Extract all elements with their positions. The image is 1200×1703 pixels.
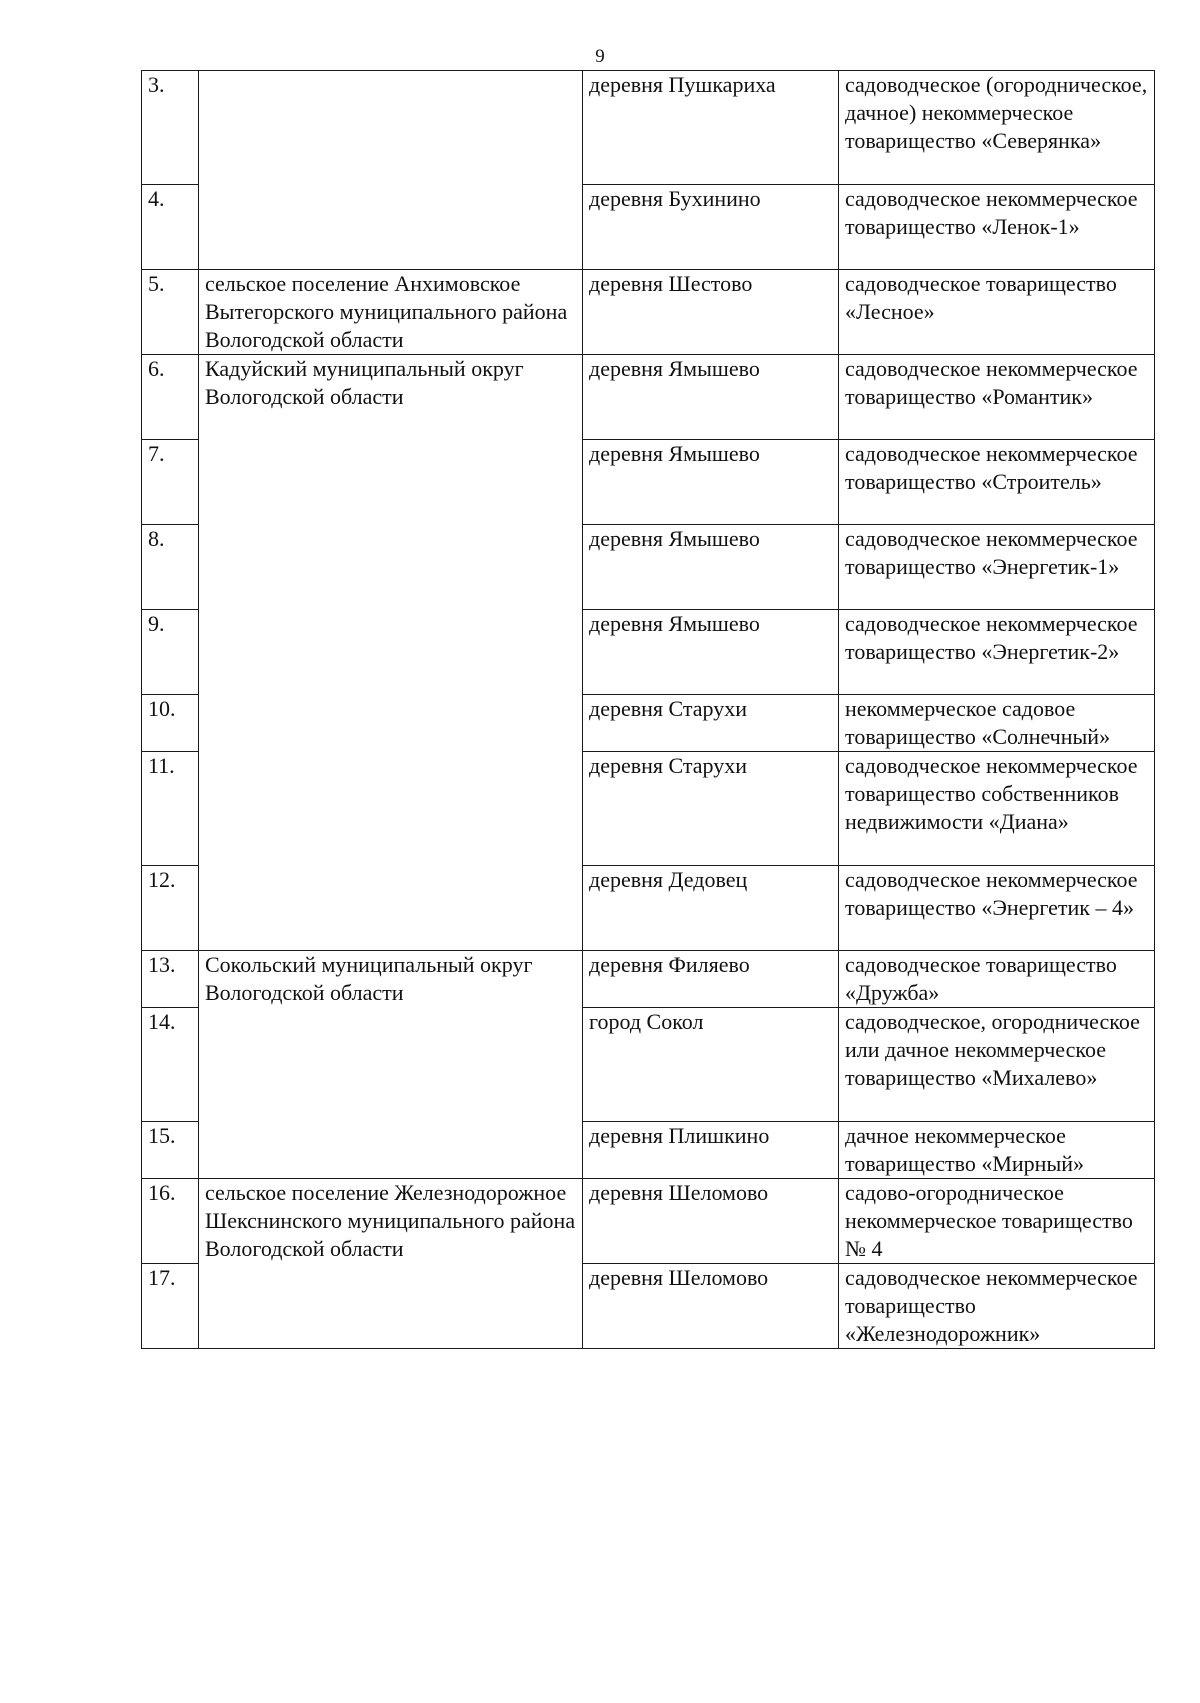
row-number: 14.: [142, 1008, 199, 1122]
settlement-cell: деревня Шестово: [583, 270, 839, 355]
row-number: 12.: [142, 866, 199, 951]
row-number: 5.: [142, 270, 199, 355]
row-number: 6.: [142, 355, 199, 440]
table-row: [142, 1179, 1155, 1264]
partnership-cell: садоводческое некоммерческое товарищество «Энергетик – 4»: [839, 866, 1155, 951]
municipality-cell: [199, 71, 583, 270]
table-row: [142, 270, 1155, 355]
settlement-cell: деревня Ямышево: [583, 525, 839, 610]
partnership-cell: садоводческое товарищество «Дружба»: [839, 951, 1155, 1008]
settlement-cell: деревня Пушкариха: [583, 71, 839, 185]
municipality-cell: сельское поселение Железнодорожное Шекснинского муниципального района Вологодской области: [199, 1179, 583, 1349]
partnership-cell: садово-огородническое некоммерческое товарищество № 4: [839, 1179, 1155, 1264]
row-number: 9.: [142, 610, 199, 695]
row-number: 10.: [142, 695, 199, 752]
registry-table: [141, 70, 1155, 1349]
settlement-cell: деревня Ямышево: [583, 440, 839, 525]
partnership-cell: садоводческое товарищество «Лесное»: [839, 270, 1155, 355]
municipality-cell: Кадуйский муниципальный округ Вологодской области: [199, 355, 583, 951]
table-row: [142, 355, 1155, 440]
partnership-cell: садоводческое некоммерческое товарищество «Энергетик-1»: [839, 525, 1155, 610]
settlement-cell: деревня Ямышево: [583, 355, 839, 440]
municipality-cell: сельское поселение Анхимовское Вытегорского муниципального района Вологодской области: [199, 270, 583, 355]
municipality-cell: Сокольский муниципальный округ Вологодской области: [199, 951, 583, 1179]
row-number: 15.: [142, 1122, 199, 1179]
partnership-cell: садоводческое некоммерческое товарищество собственников недвижимости «Диана»: [839, 752, 1155, 866]
row-number: 17.: [142, 1264, 199, 1349]
partnership-cell: садоводческое некоммерческое товарищество «Строитель»: [839, 440, 1155, 525]
partnership-cell: садоводческое некоммерческое товарищество «Железнодорожник»: [839, 1264, 1155, 1349]
row-number: 16.: [142, 1179, 199, 1264]
row-number: 8.: [142, 525, 199, 610]
row-number: 11.: [142, 752, 199, 866]
settlement-cell: деревня Ямышево: [583, 610, 839, 695]
settlement-cell: деревня Плишкино: [583, 1122, 839, 1179]
partnership-cell: садоводческое некоммерческое товарищество «Романтик»: [839, 355, 1155, 440]
settlement-cell: деревня Шеломово: [583, 1179, 839, 1264]
row-number: 7.: [142, 440, 199, 525]
partnership-cell: дачное некоммерческое товарищество «Мирный»: [839, 1122, 1155, 1179]
settlement-cell: деревня Бухинино: [583, 185, 839, 270]
partnership-cell: садоводческое, огородническое или дачное некоммерческое товарищество «Михалево»: [839, 1008, 1155, 1122]
settlement-cell: деревня Старухи: [583, 752, 839, 866]
partnership-cell: некоммерческое садовое товарищество «Солнечный»: [839, 695, 1155, 752]
partnership-cell: садоводческое (огородническое, дачное) некоммерческое товарищество «Северянка»: [839, 71, 1155, 185]
partnership-cell: садоводческое некоммерческое товарищество «Энергетик-2»: [839, 610, 1155, 695]
settlement-cell: город Сокол: [583, 1008, 839, 1122]
row-number: 13.: [142, 951, 199, 1008]
partnership-cell: садоводческое некоммерческое товарищество «Ленок-1»: [839, 185, 1155, 270]
table-row: [142, 71, 1155, 185]
row-number: 3.: [142, 71, 199, 185]
page-number: 9: [595, 46, 605, 67]
table-row: [142, 951, 1155, 1008]
settlement-cell: деревня Филяево: [583, 951, 839, 1008]
settlement-cell: деревня Шеломово: [583, 1264, 839, 1349]
settlement-cell: деревня Дедовец: [583, 866, 839, 951]
row-number: 4.: [142, 185, 199, 270]
settlement-cell: деревня Старухи: [583, 695, 839, 752]
